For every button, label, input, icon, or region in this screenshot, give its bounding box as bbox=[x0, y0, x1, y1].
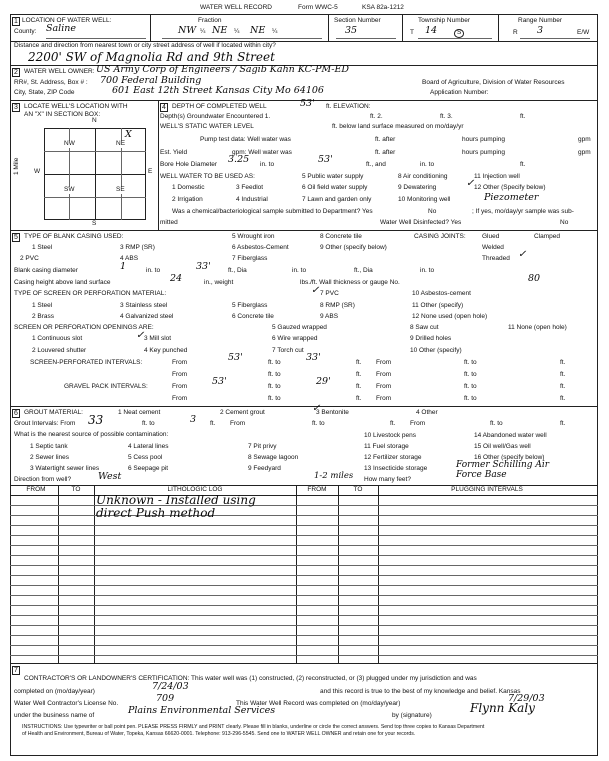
township-t: T bbox=[410, 29, 414, 36]
contam-option[interactable]: 5 Cess pool bbox=[128, 454, 163, 461]
chem-if: ; If yes, mo/day/yr sample was sub- bbox=[472, 208, 574, 215]
casing-option[interactable]: 4 ABS bbox=[120, 255, 139, 262]
from: From bbox=[172, 395, 188, 402]
form-title: WATER WELL RECORD bbox=[200, 4, 272, 11]
hours-pumping: hours pumping bbox=[462, 136, 505, 143]
casing-option[interactable]: 3 RMP (SR) bbox=[120, 244, 155, 251]
use-option[interactable]: 1 Domestic bbox=[172, 184, 205, 191]
ksa-reference: KSA 82a-1212 bbox=[362, 4, 404, 11]
spi-from-value[interactable]: 53' bbox=[228, 352, 243, 363]
col-line bbox=[378, 485, 379, 663]
ft-after-2: ft. after bbox=[375, 149, 396, 156]
lbs-ft: lbs./ft. Wall thickness or gauge No. bbox=[300, 279, 400, 286]
bore-value[interactable]: 3.25 bbox=[228, 154, 250, 165]
certification-text: CONTRACTOR'S OR LANDOWNER'S CERTIFICATION: This water well was (1) constructed, (2) reconstructed, or (3) plugged under my jurisdiction and was bbox=[24, 675, 477, 682]
ft: ft. bbox=[520, 161, 526, 168]
use-option[interactable]: 4 Industrial bbox=[236, 196, 268, 203]
spi-label: SCREEN-PERFORATED INTERVALS: bbox=[30, 359, 143, 366]
screen-option[interactable]: 3 Stainless steel bbox=[120, 302, 168, 309]
opening-option[interactable]: 10 Other (specify) bbox=[410, 347, 462, 354]
ft-to: ft. to bbox=[142, 420, 155, 427]
static-label: WELL'S STATIC WATER LEVEL bbox=[160, 123, 254, 130]
ft: ft. bbox=[560, 359, 566, 366]
ft-to: ft. to bbox=[268, 371, 281, 378]
location-label: LOCATION OF WATER WELL: bbox=[22, 17, 112, 24]
col-lithologic-log: LITHOLOGIC LOG bbox=[167, 486, 223, 493]
fraction-label: Fraction bbox=[198, 17, 222, 24]
section-number-value[interactable]: 35 bbox=[345, 25, 358, 36]
fraction-value-1[interactable]: NW bbox=[178, 25, 197, 36]
use-option[interactable]: 6 Oil field water supply bbox=[302, 184, 368, 191]
joint-welded[interactable]: Welded bbox=[482, 244, 504, 251]
opening-option[interactable]: 5 Gauzed wrapped bbox=[272, 324, 327, 331]
compass-e: E bbox=[148, 168, 153, 175]
col-line bbox=[58, 485, 59, 663]
from: From bbox=[410, 420, 426, 427]
bore-and: ft., and bbox=[366, 161, 386, 168]
pump-label: Pump test data: Well water was bbox=[200, 136, 291, 143]
contam-option[interactable]: 14 Abandoned water well bbox=[474, 432, 547, 439]
bore-label: Bore Hole Diameter bbox=[160, 161, 218, 168]
grid-line bbox=[44, 197, 146, 198]
divider bbox=[150, 14, 151, 41]
from: From bbox=[172, 383, 188, 390]
locate-title: LOCATE WELL'S LOCATION WITH bbox=[24, 103, 128, 110]
underline bbox=[336, 38, 396, 39]
check-mark: ✓ bbox=[136, 330, 145, 341]
use-option[interactable]: 3 Feedlot bbox=[236, 184, 264, 191]
gpm-2: gpm bbox=[578, 149, 591, 156]
application-label: Application Number: bbox=[430, 89, 489, 96]
section-6-number: 6 bbox=[12, 409, 20, 418]
contam-option[interactable]: 3 Watertight sewer lines bbox=[30, 465, 100, 472]
section-3-number: 3 bbox=[12, 103, 20, 112]
uses-label: WELL WATER TO BE USED AS: bbox=[160, 173, 255, 180]
log-row-rule bbox=[10, 585, 598, 586]
grid-line bbox=[44, 174, 146, 175]
log-row-rule bbox=[10, 635, 598, 636]
screen-option[interactable]: 4 Galvanized steel bbox=[120, 313, 174, 320]
distance-label: Distance and direction from nearest town or city street address of well if located within city? bbox=[14, 42, 276, 49]
log-row-rule bbox=[10, 535, 598, 536]
compass-s: S bbox=[92, 220, 97, 227]
col-line bbox=[296, 485, 297, 663]
contam-option[interactable]: 15 Oil well/Gas well bbox=[474, 443, 531, 450]
township-value[interactable]: 14 bbox=[425, 25, 438, 36]
opening-option-mill-slot-selected[interactable]: 3 Mill slot bbox=[144, 335, 172, 342]
disinfected-label: Water Well Disinfected? Yes bbox=[380, 219, 462, 226]
board-text: Board of Agriculture, Division of Water Resources bbox=[422, 79, 565, 86]
use-option[interactable]: 8 Air conditioning bbox=[398, 173, 448, 180]
check-mark: ✓ bbox=[312, 403, 321, 414]
log-row-rule bbox=[10, 655, 598, 656]
ft: ft. bbox=[356, 371, 362, 378]
business-value[interactable]: Plains Environmental Services bbox=[128, 705, 276, 716]
grout-from-value[interactable]: 33 bbox=[88, 413, 104, 427]
ft: ft. bbox=[560, 371, 566, 378]
section-2-number: 2 bbox=[12, 68, 20, 77]
check-mark: ✓ bbox=[466, 178, 475, 189]
quarter-mark: ¼ bbox=[272, 28, 278, 35]
rule bbox=[10, 663, 598, 664]
instructions-line-1: INSTRUCTIONS: Use typewriter or ball point pen. PLEASE PRESS FIRMLY and PRINT clearly. Please fill in blanks, underline or circle the correct answers. Send top three copies to Kansas Department bbox=[22, 724, 485, 730]
est-yield: Est. Yield bbox=[160, 149, 188, 156]
col-plug-from: FROM bbox=[307, 486, 327, 493]
screen-option[interactable]: 5 Fiberglass bbox=[232, 302, 268, 309]
underline bbox=[46, 38, 146, 39]
locate-title-2: AN "X" IN SECTION BOX: bbox=[24, 111, 101, 118]
diameter-value[interactable]: 1 bbox=[120, 261, 127, 272]
screen-label: TYPE OF SCREEN OR PERFORATION MATERIAL: bbox=[14, 290, 167, 297]
direction-label: Direction from well? bbox=[14, 476, 72, 483]
ft-to: ft. to bbox=[268, 383, 281, 390]
contam-option[interactable]: 2 Sewer lines bbox=[30, 454, 70, 461]
underline bbox=[418, 38, 492, 39]
completed2-label: This Water Well Record was completed on (mo/day/year) bbox=[236, 700, 401, 707]
city-label: City, State, ZIP Code bbox=[14, 89, 75, 96]
diameter-to-value[interactable]: 33' bbox=[196, 261, 211, 272]
log-row-rule bbox=[10, 525, 598, 526]
use-option[interactable]: 11 Injection well bbox=[474, 173, 520, 180]
screen-option[interactable]: 2 Brass bbox=[32, 313, 55, 320]
casing-option-pvc-selected[interactable]: 2 PVC bbox=[20, 255, 39, 262]
ft-to: ft. to bbox=[464, 383, 477, 390]
opening-option[interactable]: 7 Torch cut bbox=[272, 347, 304, 354]
screen-option[interactable]: 8 RMP (SR) bbox=[320, 302, 355, 309]
casing-option[interactable]: 9 Other (specify below) bbox=[320, 244, 387, 251]
ft: ft. bbox=[356, 395, 362, 402]
in-to: in. to bbox=[292, 267, 307, 274]
divider bbox=[498, 14, 499, 41]
grout-option[interactable]: 2 Cement grout bbox=[220, 409, 265, 416]
gw-3: ft. 3. bbox=[440, 113, 453, 120]
quarter-mark: ¼ bbox=[200, 28, 206, 35]
form-number: Form WWC-5 bbox=[298, 4, 338, 11]
log-row-rule bbox=[10, 555, 598, 556]
use-option-other-selected[interactable]: 12 Other (Specify below) bbox=[474, 184, 546, 191]
ft: ft. bbox=[560, 383, 566, 390]
use-option[interactable]: 10 Monitoring well bbox=[398, 196, 451, 203]
joint-threaded-selected[interactable]: Threaded bbox=[482, 255, 510, 262]
location-x-mark[interactable]: X bbox=[125, 129, 132, 140]
quadrant-nw: NW bbox=[64, 140, 75, 147]
ft-to: ft. to bbox=[464, 395, 477, 402]
gw-ft: ft. bbox=[520, 113, 526, 120]
opening-option[interactable]: 8 Saw cut bbox=[410, 324, 439, 331]
joint-clamped[interactable]: Clamped bbox=[534, 233, 561, 240]
log-entry-1[interactable]: Unknown - Installed using bbox=[96, 493, 256, 507]
depth-value[interactable]: 53' bbox=[300, 98, 315, 109]
joint-glued[interactable]: Glued bbox=[482, 233, 500, 240]
log-row-rule bbox=[10, 625, 598, 626]
groundwater-label: Depth(s) Groundwater Encountered 1. bbox=[160, 113, 271, 120]
owner-value[interactable]: US Army Corp of Engineers / Sagib Kahn KC-PM-ED bbox=[96, 64, 350, 75]
log-row-rule bbox=[10, 565, 598, 566]
chem-no: No bbox=[428, 208, 437, 215]
section-1-number: 1 bbox=[12, 17, 20, 26]
range-r: R bbox=[513, 29, 518, 36]
from: From bbox=[376, 371, 392, 378]
county-label: County: bbox=[14, 28, 37, 35]
range-label: Range Number bbox=[518, 17, 563, 24]
casing-label: TYPE OF BLANK CASING USED: bbox=[24, 233, 124, 240]
height-label: Casing height above land surface bbox=[14, 279, 111, 286]
in-to: in. to bbox=[420, 267, 435, 274]
contam-option[interactable]: 4 Lateral lines bbox=[128, 443, 169, 450]
intervals-label: Grout Intervals: From bbox=[14, 420, 76, 427]
from: From bbox=[172, 359, 188, 366]
contamination-label: What is the nearest source of possible contamination: bbox=[14, 431, 169, 438]
license-value[interactable]: 709 bbox=[156, 693, 175, 704]
in-to: in. to bbox=[146, 267, 161, 274]
true-text: and this record is true to the best of my knowledge and belief. Kansas bbox=[320, 688, 521, 695]
contam-option[interactable]: 1 Septic tank bbox=[30, 443, 68, 450]
section-number-label: Section Number bbox=[334, 17, 381, 24]
ft: ft. bbox=[356, 383, 362, 390]
contam-other-value[interactable]: Former Schilling Air Force Base bbox=[456, 460, 550, 480]
distance-value[interactable]: 2200' SW of Magnolia Rd and 9th Street bbox=[28, 50, 275, 64]
screen-option[interactable]: 9 ABS bbox=[320, 313, 339, 320]
check-mark: ✓ bbox=[518, 249, 527, 260]
use-option[interactable]: 7 Lawn and garden only bbox=[302, 196, 372, 203]
township-label: Township Number bbox=[418, 17, 471, 24]
casing-option[interactable]: 6 Asbestos-Cement bbox=[232, 244, 289, 251]
opening-option[interactable]: 1 Continuous slot bbox=[32, 335, 83, 342]
ft: ft. bbox=[390, 420, 396, 427]
log-row-rule bbox=[10, 605, 598, 606]
bore-to-value[interactable]: 53' bbox=[318, 154, 333, 165]
range-direction[interactable]: E/W bbox=[577, 29, 590, 36]
contam-option[interactable]: 11 Fuel storage bbox=[364, 443, 409, 450]
in-to: in. to bbox=[420, 161, 435, 168]
depth-label: DEPTH OF COMPLETED WELL bbox=[172, 103, 267, 110]
gw-2: ft. 2. bbox=[370, 113, 383, 120]
underline bbox=[520, 38, 590, 39]
ft: ft. bbox=[210, 420, 216, 427]
opening-option[interactable]: 11 None (open hole) bbox=[508, 324, 567, 331]
completed2-value[interactable]: 7/29/03 bbox=[508, 693, 545, 704]
divider bbox=[402, 14, 403, 41]
casing-option[interactable]: 5 Wrought iron bbox=[232, 233, 275, 240]
city-value[interactable]: 601 East 12th Street Kansas City Mo 64106 bbox=[112, 85, 324, 96]
spi-to-value[interactable]: 33' bbox=[306, 352, 321, 363]
ft: ft. bbox=[560, 395, 566, 402]
col-plugging-intervals: PLUGGING INTERVALS bbox=[451, 486, 523, 493]
ft: ft. bbox=[356, 359, 362, 366]
completed-value[interactable]: 7/24/03 bbox=[152, 681, 189, 692]
license-label: Water Well Contractor's License No. bbox=[14, 700, 119, 707]
grout-option[interactable]: 1 Neat cement bbox=[118, 409, 161, 416]
contam-option-other-selected[interactable]: 16 Other (specify below) bbox=[474, 454, 545, 461]
quadrant-sw: SW bbox=[64, 186, 75, 193]
ft-to: ft. to bbox=[268, 395, 281, 402]
contam-option[interactable]: 6 Seepage pit bbox=[128, 465, 169, 472]
mile-label: 1 Mile bbox=[13, 157, 20, 175]
col-plug-to: TO bbox=[353, 486, 363, 493]
ft-to: ft. to bbox=[464, 359, 477, 366]
use-option[interactable]: 9 Dewatering bbox=[398, 184, 437, 191]
gravel-label: GRAVEL PACK INTERVALS: bbox=[64, 383, 148, 390]
completed-label: completed on (mo/day/year) bbox=[14, 688, 95, 695]
use-option[interactable]: 5 Public water supply bbox=[302, 173, 364, 180]
gauge-value[interactable]: 80 bbox=[528, 273, 541, 284]
mitted: mitted bbox=[160, 219, 178, 226]
log-row-rule bbox=[10, 615, 598, 616]
business-label: under the business name of bbox=[14, 712, 95, 719]
opening-option[interactable]: 4 Key punched bbox=[144, 347, 188, 354]
contam-option[interactable]: 8 Sewage lagoon bbox=[248, 454, 299, 461]
other-use-value[interactable]: Piezometer bbox=[484, 192, 539, 203]
opening-option[interactable]: 6 Wire wrapped bbox=[272, 335, 318, 342]
chem-label: Was a chemical/bacteriological sample submitted to Department? Yes bbox=[172, 208, 373, 215]
gpm-well: gpm: Well water was bbox=[232, 149, 292, 156]
contam-option[interactable]: 10 Livestock pens bbox=[364, 432, 417, 439]
log-row-rule bbox=[10, 545, 598, 546]
ft-after: ft. after bbox=[375, 136, 396, 143]
ft-to: ft. to bbox=[464, 371, 477, 378]
compass-n: N bbox=[92, 117, 97, 124]
hours-pumping-2: hours pumping bbox=[462, 149, 505, 156]
section-5-number: 5 bbox=[12, 233, 20, 242]
quadrant-se: SE bbox=[116, 186, 125, 193]
address-label: RR#, St. Address, Box # : bbox=[14, 79, 88, 86]
static-rest: ft. below land surface measured on mo/day/yr bbox=[332, 123, 464, 130]
quarter-mark: ¼ bbox=[234, 28, 240, 35]
elevation-label: ft. ELEVATION: bbox=[326, 103, 371, 110]
rule bbox=[10, 230, 598, 231]
in-weight: in., weight bbox=[204, 279, 234, 286]
direction-value[interactable]: West bbox=[98, 471, 122, 482]
address-value[interactable]: 700 Federal Building bbox=[100, 75, 202, 86]
contam-option[interactable]: 12 Fertilizer storage bbox=[364, 454, 422, 461]
log-row-rule bbox=[10, 595, 598, 596]
casing-option[interactable]: 8 Concrete tile bbox=[320, 233, 362, 240]
ft-dia: ft., Dia bbox=[354, 267, 373, 274]
col-line bbox=[94, 485, 95, 663]
from: From bbox=[230, 420, 246, 427]
screen-option[interactable]: 12 None used (open hole) bbox=[412, 313, 488, 320]
contam-option[interactable]: 9 Feedyard bbox=[248, 465, 281, 472]
log-entry-2[interactable]: direct Push method bbox=[96, 506, 216, 520]
log-row-rule bbox=[10, 645, 598, 646]
quadrant-ne: NE bbox=[116, 140, 126, 147]
ft: ft. bbox=[560, 420, 566, 427]
divider bbox=[328, 14, 329, 41]
from: From bbox=[172, 371, 188, 378]
gpm: gpm bbox=[578, 136, 591, 143]
range-value[interactable]: 3 bbox=[537, 25, 544, 36]
gp-to-value[interactable]: 29' bbox=[316, 376, 331, 387]
ft-to: ft. to bbox=[312, 420, 325, 427]
joints-label: CASING JOINTS: bbox=[414, 233, 466, 240]
contam-option[interactable]: 7 Pit privy bbox=[248, 443, 277, 450]
section-4-number: 4 bbox=[160, 103, 168, 112]
compass-w: W bbox=[34, 168, 41, 175]
from: From bbox=[376, 359, 392, 366]
divider bbox=[158, 100, 159, 230]
distance-feet-value[interactable]: 1-2 miles bbox=[314, 471, 354, 481]
feet-label: How many feet? bbox=[364, 476, 411, 483]
screen-option[interactable]: 1 Steel bbox=[32, 302, 53, 309]
col-line bbox=[338, 485, 339, 663]
casing-option[interactable]: 7 Fiberglass bbox=[232, 255, 268, 262]
signature-label: by (signature) bbox=[392, 712, 432, 719]
log-row-rule bbox=[10, 575, 598, 576]
col-to: TO bbox=[71, 486, 81, 493]
rule bbox=[10, 406, 598, 407]
screen-option-pvc-selected[interactable]: 7 PVC bbox=[320, 290, 339, 297]
owner-label: WATER WELL OWNER: bbox=[24, 68, 95, 75]
gp-from-value[interactable]: 53' bbox=[212, 376, 227, 387]
disinfected-no: No bbox=[560, 219, 569, 226]
contam-option[interactable]: 13 Insecticide storage bbox=[364, 465, 428, 472]
fraction-value-3[interactable]: NE bbox=[250, 25, 266, 36]
use-option[interactable]: 2 Irrigation bbox=[172, 196, 203, 203]
grout-to-value[interactable]: 3 bbox=[190, 414, 197, 425]
screen-option[interactable]: 11 Other (specify) bbox=[412, 302, 464, 309]
grout-label: GROUT MATERIAL: bbox=[24, 409, 83, 416]
instructions-line-2: of Health and Environment, Bureau of Water, Topeka, Kansas 66620-0001. Telephone: 913-296-5545. Send one to WATER WELL OWNER and retain one for your records. bbox=[22, 731, 416, 737]
ft-dia: ft., Dia bbox=[228, 267, 247, 274]
check-mark: ✓ bbox=[311, 285, 320, 296]
underline bbox=[162, 38, 322, 39]
from: From bbox=[376, 395, 392, 402]
signature-value[interactable]: Flynn Kaly bbox=[470, 701, 535, 715]
opening-option[interactable]: 2 Louvered shutter bbox=[32, 347, 87, 354]
screen-option[interactable]: 10 Asbestos-cement bbox=[412, 290, 471, 297]
township-direction[interactable]: S bbox=[454, 29, 464, 38]
grout-option-bentonite-selected[interactable]: 3 Bentonite bbox=[316, 409, 349, 416]
openings-label: SCREEN OR PERFORATION OPENINGS ARE: bbox=[14, 324, 154, 331]
grid-line bbox=[44, 151, 146, 152]
from: From bbox=[376, 383, 392, 390]
section-7-number: 7 bbox=[12, 666, 20, 675]
opening-option[interactable]: 9 Drilled holes bbox=[410, 335, 452, 342]
grout-option[interactable]: 4 Other bbox=[416, 409, 438, 416]
ft-to: ft. to bbox=[490, 420, 503, 427]
screen-option[interactable]: 6 Concrete tile bbox=[232, 313, 274, 320]
diameter-label: Blank casing diameter bbox=[14, 267, 78, 274]
county-value[interactable]: Saline bbox=[46, 23, 76, 34]
casing-option[interactable]: 1 Steel bbox=[32, 244, 53, 251]
bore-in-to: in. to bbox=[260, 161, 275, 168]
ft-to: ft. to bbox=[268, 359, 281, 366]
height-value[interactable]: 24 bbox=[170, 273, 183, 284]
col-from: FROM bbox=[26, 486, 46, 493]
fraction-value-2[interactable]: NE bbox=[212, 25, 228, 36]
